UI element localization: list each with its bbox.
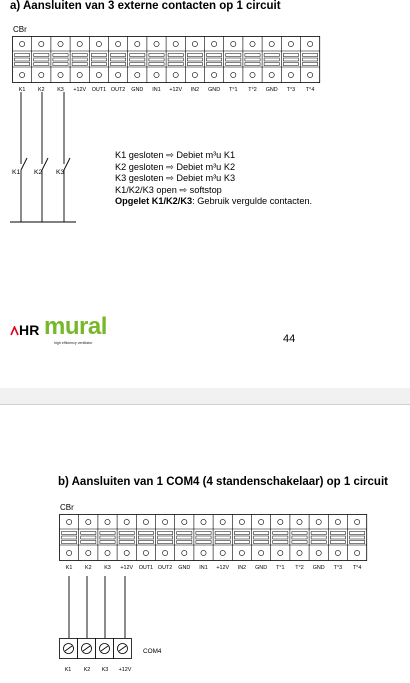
switch-label-k2: K2 — [34, 169, 43, 176]
com4-terminal-k1: K1 — [64, 667, 72, 673]
switch-label-k3: K3 — [56, 169, 65, 176]
logo-mural: mural — [44, 313, 107, 340]
terminal-label: T°4 — [305, 87, 315, 93]
terminal-label: OUT1 — [138, 565, 154, 571]
terminal-label: GND — [208, 87, 221, 93]
logo-tagline: high efficiency ventilator — [54, 341, 93, 345]
section-a-switch-wiring — [10, 92, 90, 242]
terminal-label: T°3 — [333, 565, 343, 571]
terminal-label: K2 — [38, 87, 45, 93]
note-rest: : Gebruik vergulde contacten. — [192, 196, 313, 207]
terminal-label: T°4 — [352, 565, 362, 571]
terminal-label: T°2 — [295, 565, 304, 571]
section-b-title: b) Aansluiten van 1 COM4 (4 standenschakelaar) op 1 circuit — [58, 476, 388, 488]
terminal-label: +12V — [169, 87, 183, 93]
terminal-label: GND — [131, 87, 144, 93]
com4-terminal-k3: K3 — [101, 667, 109, 673]
terminal-label: +12V — [216, 565, 230, 571]
section-b-cbr-label: CBr — [60, 503, 74, 512]
section-a-cbr-label: CBr — [13, 25, 27, 34]
terminal-label: IN2 — [237, 565, 247, 571]
com4-terminal-block — [59, 638, 139, 662]
legend-note — [115, 196, 312, 208]
section-b-terminal-strip — [59, 514, 371, 562]
terminal-label: OUT2 — [110, 87, 126, 93]
terminal-label: K1 — [65, 565, 73, 571]
note-bold: Opgelet K1/K2/K3 — [115, 196, 193, 207]
terminal-label: IN1 — [152, 87, 161, 93]
terminal-label: T°3 — [286, 87, 296, 93]
terminal-label: +12V — [73, 87, 87, 93]
hrmural-logo — [10, 314, 130, 348]
terminal-label: GND — [265, 87, 278, 93]
terminal-label: GND — [178, 565, 191, 571]
section-a-legend — [115, 150, 312, 208]
page-break-bottom — [0, 404, 410, 405]
section-b-wiring — [60, 576, 140, 638]
page-number: 44 — [283, 333, 296, 345]
section-a-title: a) Aansluiten van 3 externe contacten op 1 circuit — [10, 0, 281, 12]
switch-label-k1: K1 — [12, 169, 21, 176]
terminal-label: T°1 — [276, 565, 285, 571]
terminal-label: T°2 — [248, 87, 257, 93]
terminal-label: T°1 — [229, 87, 238, 93]
com4-label: COM4 — [143, 648, 162, 655]
page-gap — [0, 388, 410, 404]
terminal-label: K3 — [104, 565, 111, 571]
terminal-label: OUT1 — [91, 87, 107, 93]
section-a-terminal-strip — [12, 36, 324, 84]
com4-terminal-12v: +12V — [118, 667, 132, 673]
terminal-label: IN2 — [190, 87, 200, 93]
logo-mark-icon — [10, 326, 19, 336]
terminal-label: K2 — [85, 565, 92, 571]
legend-line: K1/K2/K3 open ⇨ softstop — [115, 184, 222, 195]
terminal-label: GND — [255, 565, 268, 571]
terminal-label: K3 — [57, 87, 64, 93]
terminal-label: OUT2 — [157, 565, 173, 571]
legend-line: K2 gesloten ⇨ Debiet m³u K2 — [115, 161, 236, 172]
terminal-label: K1 — [18, 87, 26, 93]
com4-terminal-k2: K2 — [83, 667, 91, 673]
terminal-label: +12V — [120, 565, 134, 571]
legend-line: K3 gesloten ⇨ Debiet m³u K3 — [115, 173, 236, 184]
logo-hr: HR — [19, 322, 40, 338]
terminal-label: IN1 — [199, 565, 208, 571]
terminal-label: GND — [312, 565, 325, 571]
legend-line: K1 gesloten ⇨ Debiet m³u K1 — [115, 150, 236, 160]
